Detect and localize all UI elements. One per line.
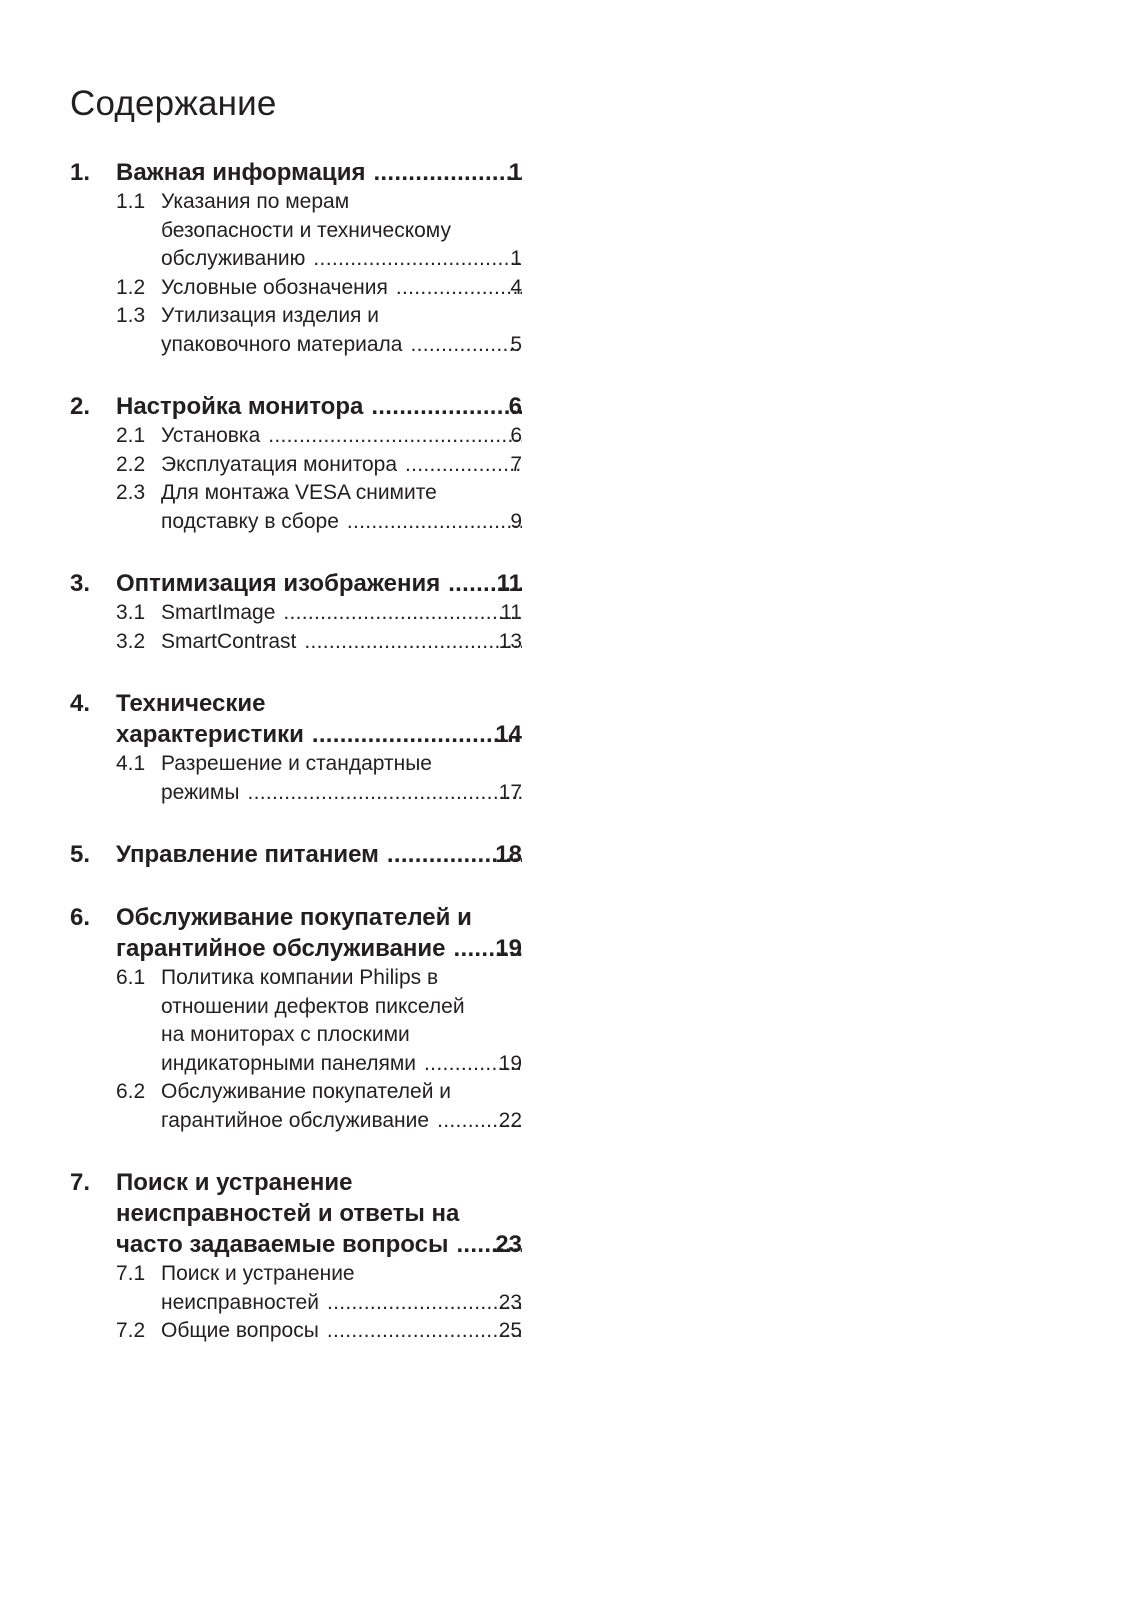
toc-sub-line (161, 1107, 522, 1136)
section-number: 7. (70, 1169, 91, 1196)
toc-sub-title[interactable]: SmartContrast (161, 630, 304, 653)
toc-section-line (116, 157, 522, 188)
toc-section-line (116, 719, 522, 750)
dot-leader (437, 1109, 522, 1132)
dot-leader (313, 247, 522, 270)
toc-subsection[interactable] (70, 1260, 522, 1317)
dot-leader (410, 333, 522, 356)
toc-sub-title[interactable]: Политика компании Philips в (161, 966, 439, 989)
toc-sub-line (161, 599, 522, 628)
toc-sub-title[interactable]: Утилизация изделия и (161, 304, 379, 327)
toc-sub-line (161, 508, 522, 537)
toc-section-title[interactable]: Оптимизация изображения (116, 570, 448, 597)
dot-leader (283, 601, 522, 624)
page-number[interactable]: 19 (498, 1050, 522, 1079)
page-title: Содержание (70, 84, 277, 123)
toc-section-heading[interactable] (70, 157, 522, 188)
page-number[interactable]: 23 (498, 1289, 522, 1318)
toc-sub-title[interactable]: отношении дефектов пикселей (161, 994, 465, 1018)
toc-section-line (116, 1229, 522, 1260)
page-number[interactable]: 6 (508, 393, 522, 420)
section-number: 4. (70, 690, 91, 717)
dot-leader (371, 393, 522, 420)
toc-section-title[interactable]: Технические (116, 690, 266, 717)
page-number[interactable]: 4 (509, 274, 522, 303)
toc-section (70, 1167, 522, 1346)
page-number[interactable]: 13 (498, 628, 522, 657)
toc-sub-title[interactable]: индикаторными панелями (161, 1052, 424, 1075)
toc-section-line (116, 1167, 522, 1198)
subsection-number: 1.2 (116, 275, 146, 299)
toc-section-line (116, 933, 522, 964)
toc-sub-line (161, 628, 522, 657)
toc-sub-title[interactable]: Эксплуатация монитора (161, 453, 405, 476)
toc-section-line (116, 568, 522, 599)
page-number[interactable]: 9 (509, 508, 522, 537)
toc-section-title[interactable]: гарантийное обслуживание (116, 935, 454, 962)
toc-section-title[interactable]: Управление питанием (116, 841, 387, 868)
toc-section-title[interactable]: Настройка монитора (116, 393, 371, 420)
toc-subsection[interactable] (70, 302, 522, 359)
toc-sub-title[interactable]: Условные обозначения (161, 276, 396, 299)
page-number[interactable]: 5 (509, 331, 522, 360)
toc-sub-line (161, 964, 522, 993)
subsection-number: 6.2 (116, 1080, 146, 1103)
toc-sub-title[interactable]: Поиск и устранение (161, 1262, 355, 1285)
dot-leader (347, 510, 522, 533)
toc-section-heading[interactable] (70, 688, 522, 750)
toc-subsection[interactable] (70, 451, 522, 480)
dot-leader (454, 935, 522, 962)
toc-section-heading[interactable] (70, 568, 522, 599)
toc-subsection[interactable] (70, 628, 522, 657)
toc-sub-line (161, 1021, 522, 1050)
toc-subsection[interactable] (70, 599, 522, 628)
page-number[interactable]: 14 (495, 721, 522, 748)
toc-sub-title[interactable]: Общие вопросы (161, 1319, 327, 1342)
page-number[interactable]: 23 (495, 1231, 522, 1258)
dot-leader (327, 1319, 522, 1342)
dot-leader (373, 159, 522, 186)
page-number[interactable]: 19 (495, 935, 522, 962)
toc-section-line (116, 902, 522, 933)
page-number[interactable]: 11 (499, 599, 522, 628)
page-number[interactable]: 18 (495, 841, 522, 868)
toc-sub-line (161, 245, 522, 274)
dot-leader (424, 1052, 522, 1075)
page-number[interactable]: 22 (498, 1107, 522, 1136)
toc-section (70, 688, 522, 807)
section-number: 6. (70, 904, 91, 931)
toc-section (70, 157, 522, 359)
page-number[interactable]: 17 (498, 779, 522, 808)
section-number: 1. (70, 159, 91, 186)
toc-section (70, 391, 522, 536)
toc-sub-line (161, 1260, 522, 1289)
subsection-number: 7.2 (116, 1319, 146, 1342)
toc-section-title[interactable]: Обслуживание покупателей и (116, 904, 472, 931)
toc-section-heading[interactable] (70, 902, 522, 964)
toc-sub-title[interactable]: безопасности и техническому (161, 218, 451, 242)
toc-section-title[interactable]: характеристики (116, 721, 312, 748)
subsection-number: 1.3 (116, 304, 146, 327)
subsection-number: 3.2 (116, 629, 146, 653)
toc-sub-title[interactable]: SmartImage (161, 601, 283, 624)
toc-section-title[interactable]: неисправностей и ответы на (116, 1200, 460, 1227)
toc-sub-title[interactable]: режимы (161, 781, 247, 804)
toc-sub-line (161, 1289, 522, 1318)
toc-sub-line (161, 217, 522, 246)
toc-section-heading[interactable] (70, 1167, 522, 1260)
toc-sub-title[interactable]: на мониторах с плоскими (161, 1023, 410, 1046)
toc-section (70, 568, 522, 656)
toc-sub-title[interactable]: обслуживанию (161, 247, 313, 270)
toc-sub-line (161, 993, 522, 1022)
subsection-number: 2.2 (116, 452, 146, 476)
dot-leader (387, 841, 522, 868)
toc-subsection[interactable] (70, 188, 522, 274)
toc-sub-title[interactable]: Установка (161, 424, 268, 447)
table-of-contents (70, 157, 522, 1378)
section-number: 2. (70, 393, 91, 420)
page-number[interactable]: 1 (508, 159, 522, 186)
toc-subsection[interactable] (70, 1317, 522, 1346)
toc-section-title[interactable]: часто задаваемые вопросы (116, 1231, 456, 1258)
toc-section-line (116, 839, 522, 870)
toc-section-line (116, 1198, 522, 1229)
subsection-number: 2.1 (116, 424, 146, 447)
toc-sub-title[interactable]: Для монтажа VESA снимите (161, 481, 437, 504)
dot-leader (448, 570, 522, 597)
toc-section (70, 839, 522, 870)
subsection-number: 1.1 (116, 190, 146, 213)
dot-leader (327, 1291, 522, 1314)
toc-subsection[interactable] (70, 422, 522, 451)
toc-sub-title[interactable]: подставку в сборе (161, 510, 347, 533)
toc-section-title[interactable]: Важная информация (116, 159, 373, 186)
dot-leader (312, 721, 522, 748)
toc-sub-title[interactable]: Разрешение и стандартные (161, 752, 432, 775)
toc-subsection[interactable] (70, 750, 522, 807)
toc-subsection[interactable] (70, 479, 522, 536)
page-number[interactable]: 6 (509, 422, 522, 451)
dot-leader (456, 1231, 522, 1258)
toc-section (70, 902, 522, 1135)
toc-section-heading[interactable] (70, 391, 522, 422)
toc-sub-line (161, 302, 522, 331)
toc-sub-title[interactable]: гарантийное обслуживание (161, 1109, 437, 1132)
toc-sub-line (161, 1050, 522, 1079)
subsection-number: 4.1 (116, 752, 146, 775)
page-number[interactable]: 11 (496, 570, 522, 597)
dot-leader (268, 424, 522, 447)
page-number[interactable]: 1 (509, 245, 522, 274)
toc-section-title[interactable]: Поиск и устранение (116, 1169, 353, 1196)
subsection-number: 7.1 (116, 1262, 146, 1285)
toc-sub-line (161, 750, 522, 779)
toc-sub-line (161, 188, 522, 217)
section-number: 3. (70, 570, 91, 597)
toc-sub-title[interactable]: Обслуживание покупателей и (161, 1080, 451, 1103)
page-number[interactable]: 7 (509, 451, 522, 480)
dot-leader (304, 630, 522, 653)
dot-leader (247, 781, 522, 804)
toc-sub-line (161, 331, 522, 360)
toc-section-line (116, 391, 522, 422)
toc-sub-title[interactable]: Указания по мерам (161, 190, 350, 213)
dot-leader (396, 276, 522, 299)
toc-sub-line (161, 779, 522, 808)
dot-leader (405, 453, 522, 476)
toc-subsection[interactable] (70, 964, 522, 1078)
toc-sub-line (161, 451, 522, 480)
toc-sub-line (161, 479, 522, 508)
toc-sub-line (161, 422, 522, 451)
page-number[interactable]: 25 (498, 1317, 522, 1346)
toc-sub-line (161, 1078, 522, 1107)
toc-section-line (116, 688, 522, 719)
toc-sub-title[interactable]: упаковочного материала (161, 333, 410, 356)
toc-sub-line (161, 1317, 522, 1346)
subsection-number: 6.1 (116, 966, 146, 989)
toc-subsection[interactable] (70, 274, 522, 303)
subsection-number: 3.1 (116, 601, 146, 624)
toc-section-heading[interactable] (70, 839, 522, 870)
toc-sub-line (161, 274, 522, 303)
subsection-number: 2.3 (116, 481, 146, 504)
toc-subsection[interactable] (70, 1078, 522, 1135)
section-number: 5. (70, 841, 91, 868)
toc-sub-title[interactable]: неисправностей (161, 1291, 327, 1314)
